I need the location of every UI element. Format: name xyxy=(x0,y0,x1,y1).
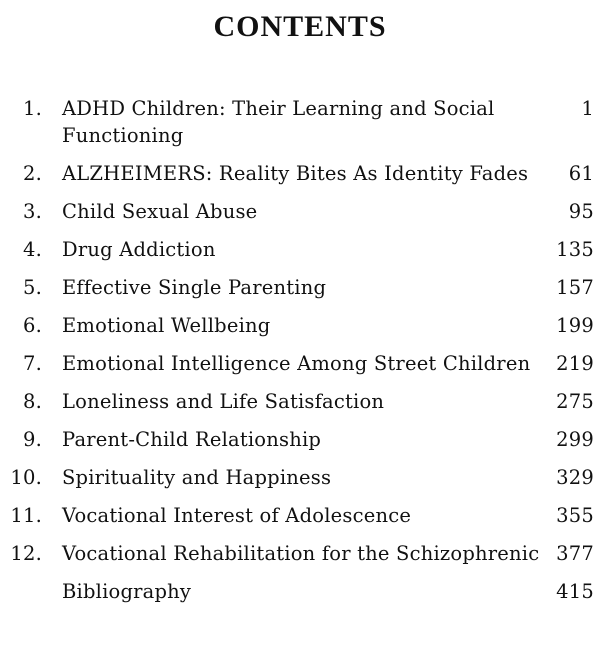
entry-title: Emotional Wellbeing xyxy=(62,314,271,337)
entry-title: Spirituality and Happiness xyxy=(62,466,332,489)
entry-page-number: 219 xyxy=(556,352,594,375)
entry-page-number: 415 xyxy=(556,580,594,603)
entry-title: Vocational Interest of Adolescence xyxy=(62,504,412,527)
entry-title: Effective Single Parenting xyxy=(62,276,327,299)
entry-number: 9. xyxy=(22,428,42,451)
entry-number: 1. xyxy=(22,97,42,120)
entry-title: Loneliness and Life Satisfaction xyxy=(62,390,385,413)
entry-number: 12. xyxy=(10,542,42,565)
entry-page-number: 299 xyxy=(556,428,594,451)
entry-number: 3. xyxy=(22,200,42,223)
entry-page-number: 61 xyxy=(568,162,594,185)
entry-number: 5. xyxy=(22,276,42,299)
entry-number: 10. xyxy=(10,466,42,489)
toc-entry xyxy=(0,198,600,225)
entry-page-number: 199 xyxy=(556,314,594,337)
entry-title: Bibliography xyxy=(62,580,192,603)
entry-title: Child Sexual Abuse xyxy=(62,200,258,223)
entry-title: Drug Addiction xyxy=(62,238,216,261)
entry-title: Vocational Rehabilitation for the Schizophrenic xyxy=(62,542,540,565)
toc-entry xyxy=(0,160,600,187)
entry-page-number: 329 xyxy=(556,466,594,489)
toc-entry xyxy=(0,350,600,377)
toc-entry xyxy=(0,502,600,529)
toc-entry xyxy=(0,95,600,149)
toc-entry xyxy=(0,426,600,453)
table-of-contents xyxy=(0,95,600,616)
toc-entry xyxy=(0,236,600,263)
entry-page-number: 1 xyxy=(581,97,594,120)
entry-page-number: 355 xyxy=(556,504,594,527)
toc-entry xyxy=(0,540,600,567)
page-title: CONTENTS xyxy=(213,10,387,43)
entry-number: 8. xyxy=(22,390,42,413)
entry-number: 7. xyxy=(22,352,42,375)
entry-title: ADHD Children: Their Learning and Social Functioning xyxy=(62,97,495,147)
entry-page-number: 157 xyxy=(556,276,594,299)
entry-title: ALZHEIMERS: Reality Bites As Identity Fades xyxy=(62,162,529,185)
entry-title: Parent-Child Relationship xyxy=(62,428,322,451)
toc-entry xyxy=(0,388,600,415)
entry-number: 4. xyxy=(22,238,42,261)
entry-page-number: 135 xyxy=(556,238,594,261)
entry-number: 2. xyxy=(22,162,42,185)
entry-page-number: 275 xyxy=(556,390,594,413)
entry-number: 6. xyxy=(22,314,42,337)
entry-number: 11. xyxy=(10,504,42,527)
entry-title: Emotional Intelligence Among Street Children xyxy=(62,352,531,375)
toc-entry-bibliography xyxy=(0,578,600,605)
entry-page-number: 377 xyxy=(556,542,594,565)
toc-entry xyxy=(0,274,600,301)
toc-entry xyxy=(0,464,600,491)
toc-entry xyxy=(0,312,600,339)
entry-page-number: 95 xyxy=(568,200,594,223)
